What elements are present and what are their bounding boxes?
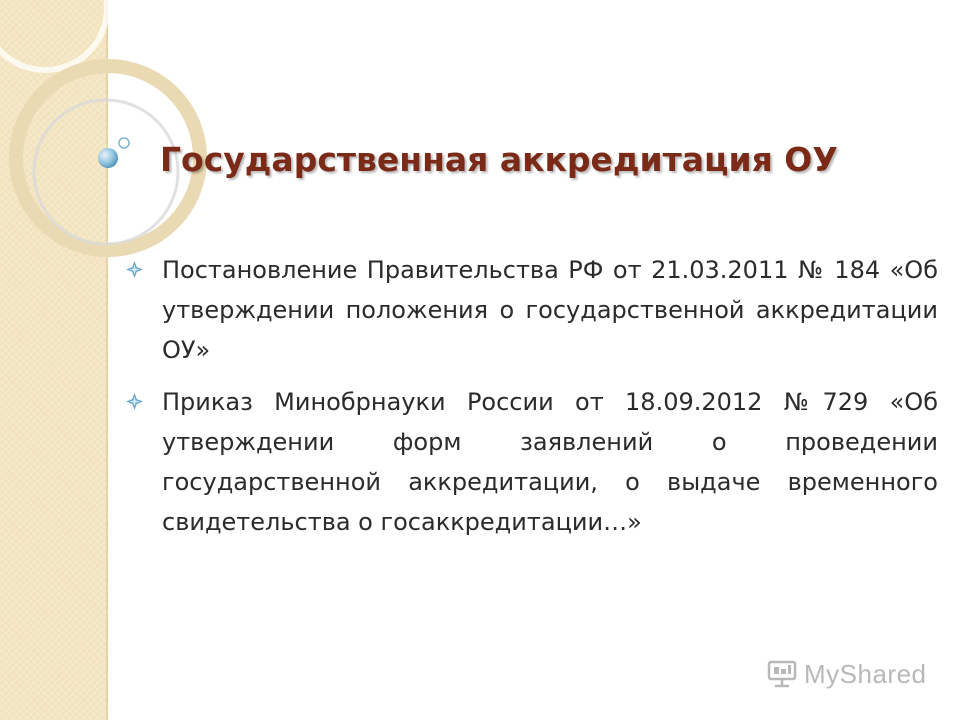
bullet-item: [120, 382, 938, 542]
diamond-bullet-icon: [126, 393, 143, 410]
watermark-text: MyShared: [804, 658, 927, 689]
presentation-board-icon: [766, 660, 798, 688]
ring-ball: [98, 148, 118, 168]
diamond-bullet-icon: [126, 261, 143, 278]
bullet-text: Приказ Минобрнауки России от 18.09.2012 №729 «Об утверждении форм заявлений о проведении государственной аккредитации, о выдаче временного свидетельства о госаккредитации…»: [162, 388, 938, 536]
slide-title: Государственная аккредитация ОУ: [160, 140, 838, 179]
bullet-text: Постановление Правительства РФ от 21.03.2011 № 184 «Об утверждении положения о государственной аккредитации ОУ»: [162, 256, 938, 364]
bullet-item: [120, 250, 938, 370]
watermark: [766, 658, 927, 690]
bullet-list: [120, 250, 938, 554]
ring-outer: [0, 0, 107, 70]
ring-small: [119, 138, 129, 148]
ring-inner: [34, 100, 178, 244]
